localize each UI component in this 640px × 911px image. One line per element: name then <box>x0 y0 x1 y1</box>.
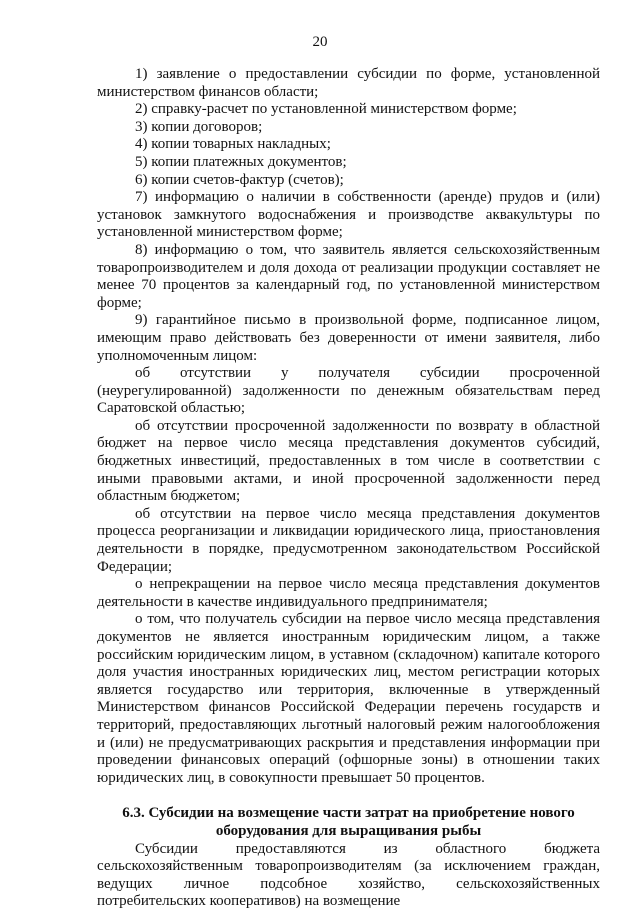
guarantee-item: о том, что получатель субсидии на первое число месяца представления документов не является иностранным юридическим лицом, а также российским юридическим лицом, в уставном (складочном) капитале которого доля участия иностранных юридических лиц, местом регистрации которых является государство или территория, включенные в утвержденный Министерством финансов Российской Федерации перечень государств и территорий, предоставляющих льготный налоговый режим налогообложения и (или) не предусматривающих раскрытия и представления информации при проведении финансовых операций (офшорные зоны) в отношении таких юридических лиц, в совокупности превышает 50 процентов. <box>97 611 600 786</box>
list-item: 9) гарантийное письмо в произвольной форме, подписанное лицом, имеющим право действовать без доверенности от имени заявителя, либо уполномоченным лицом: <box>97 312 600 364</box>
list-item: 6) копии счетов-фактур (счетов); <box>135 171 344 188</box>
list-item: 5) копии платежных документов; <box>135 153 347 170</box>
section-heading-line: 6.3. Субсидии на возмещение части затрат на приобретение нового <box>122 805 575 822</box>
page-number: 20 <box>312 34 328 50</box>
section-body: Субсидии предоставляются из областного бюджета сельскохозяйственным товаропроизводителям (за исключением граждан, ведущих личное подсобное хозяйство, сельскохозяйственных потребительских кооперативов) на возмещение <box>97 840 600 910</box>
list-item: 2) справку-расчет по установленной министерством форме; <box>135 101 517 118</box>
guarantee-item: об отсутствии просроченной задолженности по возврату в областной бюджет на первое число месяца представления документов субсидий, бюджетных инвестиций, предоставленных в том числе в соответствии с иными правовыми актами, и иной просроченной задолженности перед областным бюджетом; <box>97 417 600 505</box>
guarantee-item: о непрекращении на первое число месяца представления документов деятельности в качестве индивидуального предпринимателя; <box>97 576 600 610</box>
document-body <box>97 66 600 911</box>
guarantee-item: об отсутствии на первое число месяца представления документов процесса реорганизации и ликвидации юридического лица, приостановления деятельности в порядке, предусмотренном законодательством Российской Федерации; <box>97 505 600 575</box>
list-item: 7) информацию о наличии в собственности (аренде) прудов и (или) установок замкнутого водоснабжения и производстве аквакультуры по установленной министерством форме; <box>97 189 600 241</box>
list-item: 3) копии договоров; <box>135 118 263 135</box>
guarantee-item: об отсутствии у получателя субсидии просроченной (неурегулированной) задолженности по денежным обязательствам перед Саратовской областью; <box>97 365 600 417</box>
list-item: 8) информацию о том, что заявитель является сельскохозяйственным товаропроизводителем и доля дохода от реализации продукции составляет не менее 70 процентов за календарный год, по установленной министерством форме; <box>97 241 600 311</box>
list-item: 4) копии товарных накладных; <box>135 136 331 153</box>
list-item: 1) заявление о предоставлении субсидии по форме, установленной министерством финансов области; <box>97 66 600 100</box>
section-heading-line: оборудования для выращивания рыбы <box>215 822 482 839</box>
section-heading <box>97 805 600 840</box>
